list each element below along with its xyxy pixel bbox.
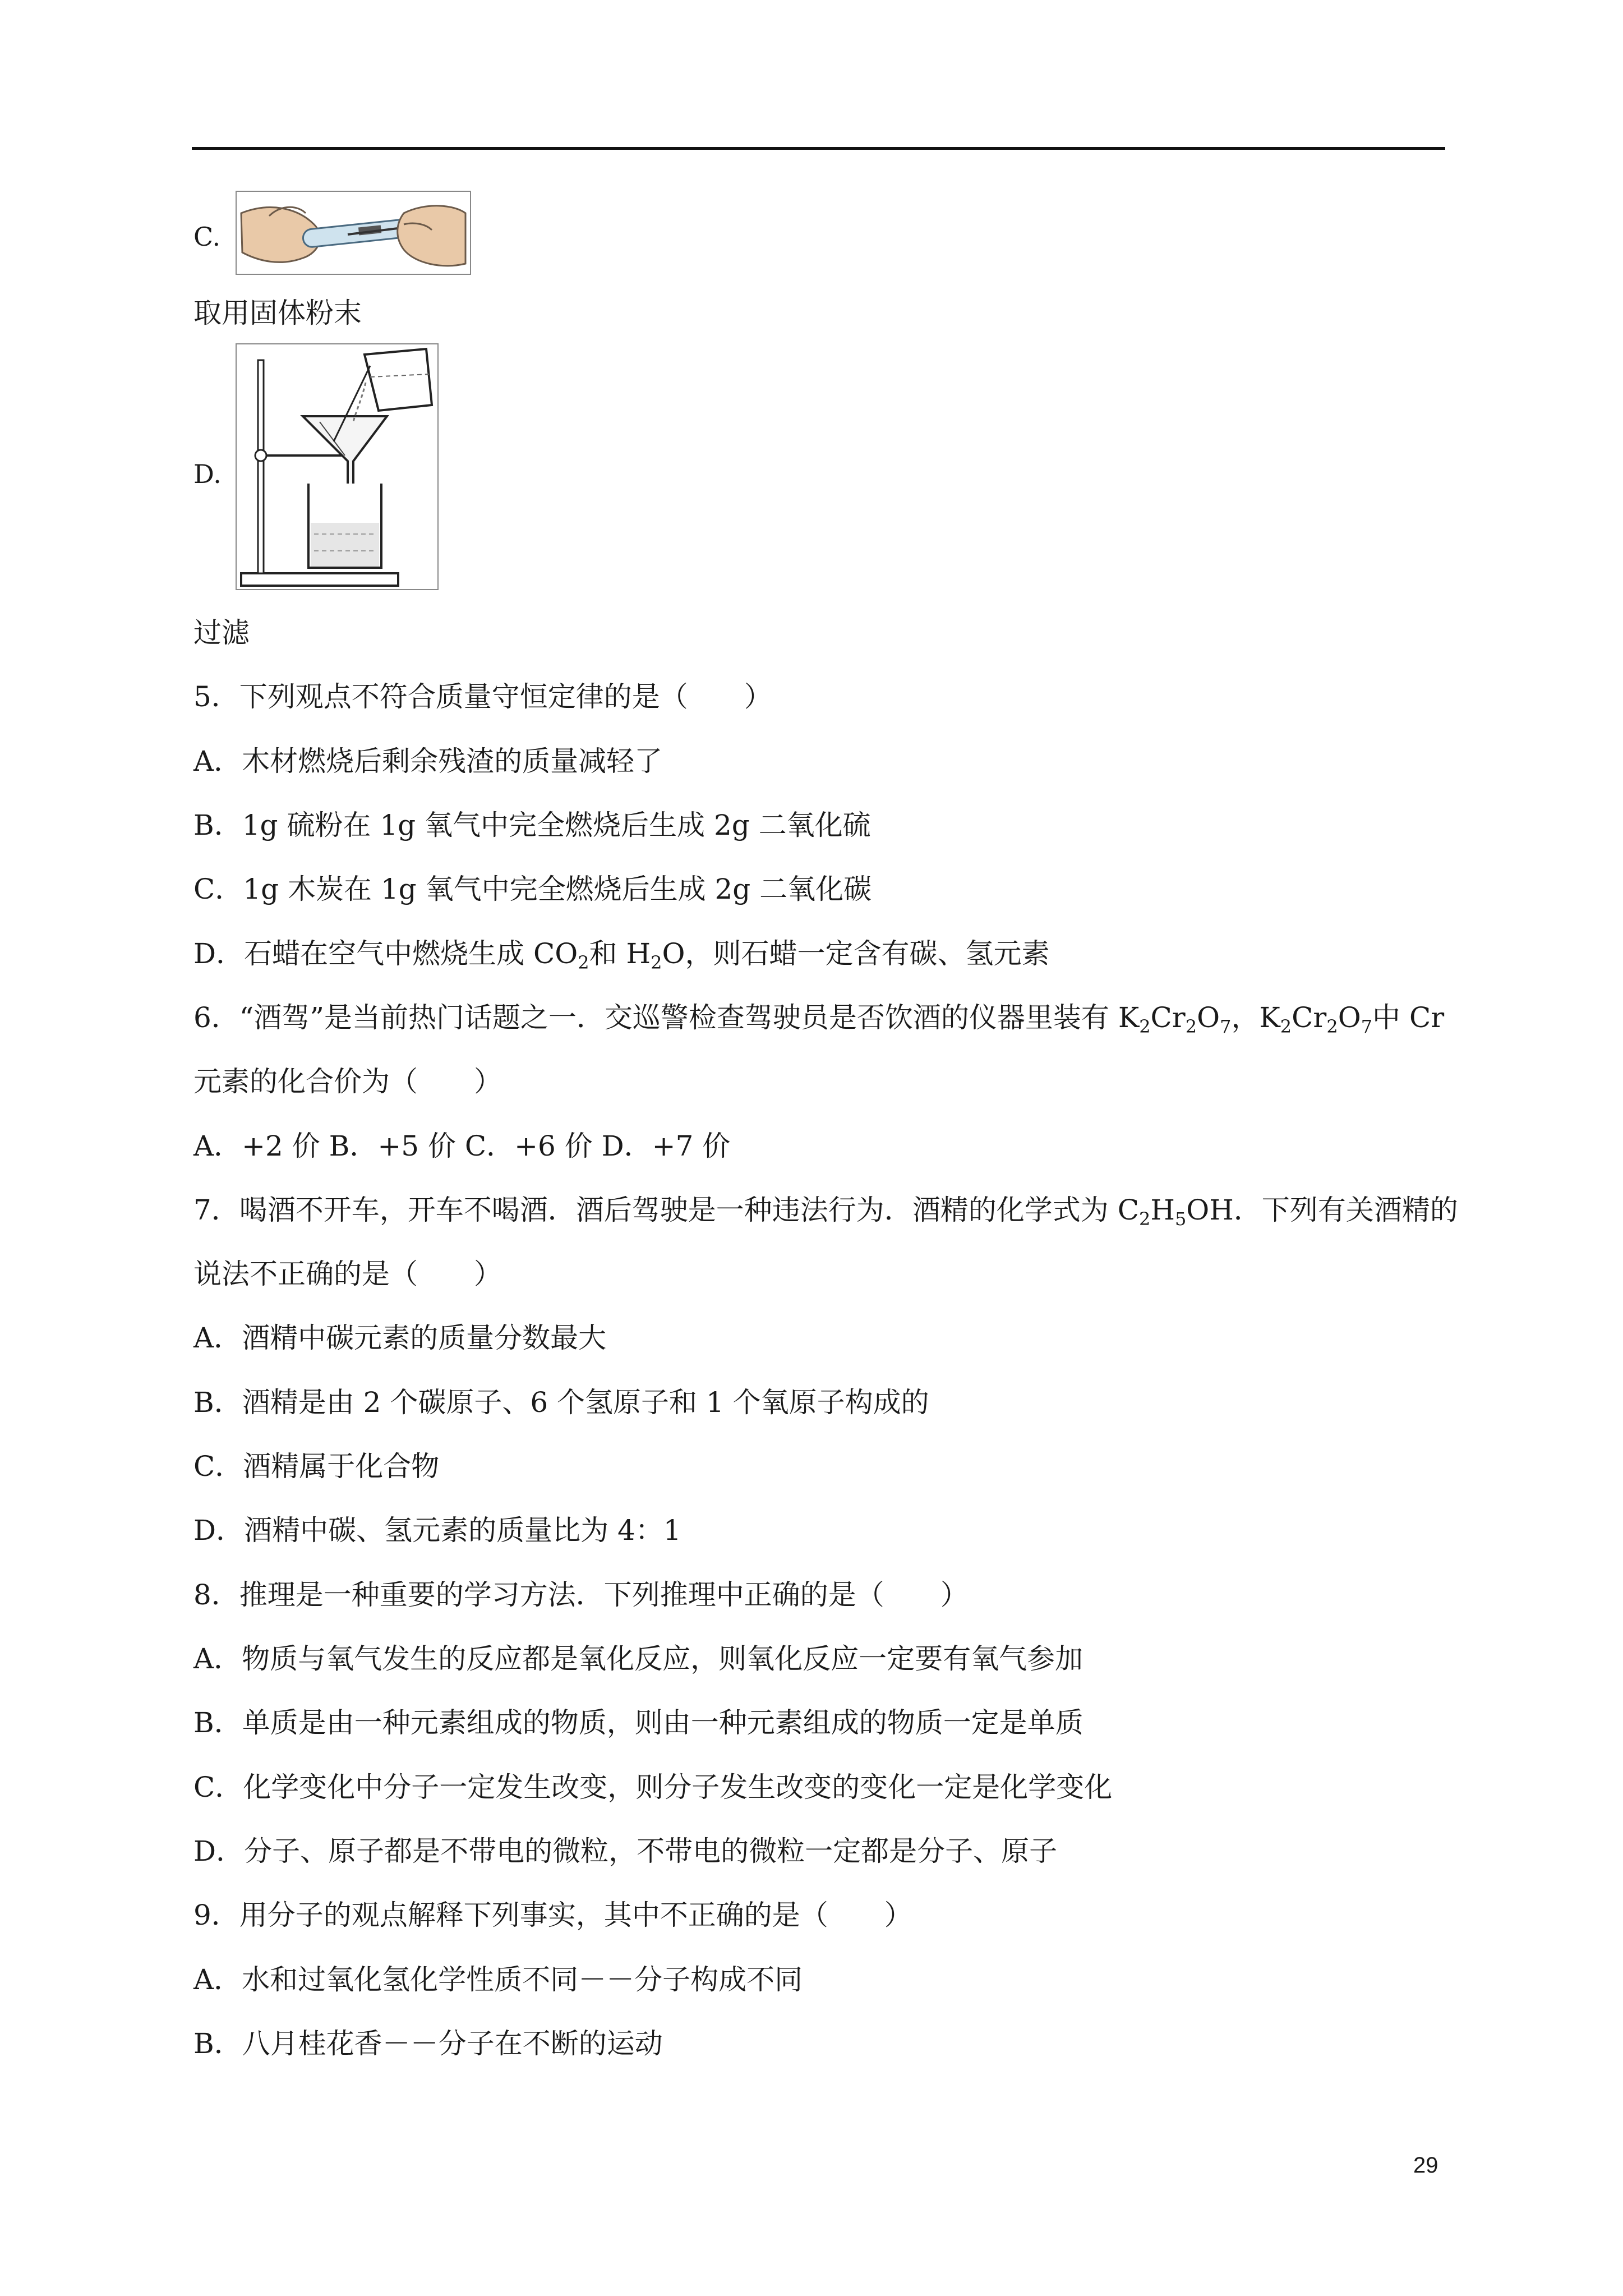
q8-option-d: D．分子、原子都是不带电的微粒，不带电的微粒一定都是分子、原子 <box>193 1835 1058 1867</box>
option-d-label: D. <box>193 459 222 489</box>
q7-option-d: D．酒精中碳、氢元素的质量比为 4：1 <box>193 1514 681 1547</box>
q9-stem: 9．用分子的观点解释下列事实，其中不正确的是（ ） <box>193 1899 912 1931</box>
q5-option-a: A．木材燃烧后剩余残渣的质量减轻了 <box>193 745 663 777</box>
q6-options: A．+2 价 B．+5 价 C．+6 价 D．+7 价 <box>193 1130 731 1162</box>
q8-stem: 8．推理是一种重要的学习方法．下列推理中正确的是（ ） <box>193 1579 969 1611</box>
q6-stem-line1: 6．“酒驾”是当前热门话题之一．交巡警检查驾驶员是否饮酒的仪器里装有 $K_2Cr_2O_7$，$K_2Cr_2O_7$中 Cr <box>193 1001 1445 1037</box>
q8-option-c: C．化学变化中分子一定发生改变，则分子发生改变的变化一定是化学变化 <box>193 1771 1113 1803</box>
option-d-caption: 过滤 <box>193 616 250 649</box>
q7-option-c: C．酒精属于化合物 <box>193 1450 440 1483</box>
q7-stem-line1: 7．喝酒不开车，开车不喝酒．酒后驾驶是一种违法行为．酒精的化学式为 $C_2H_5OH$．下列有关酒精的 <box>193 1194 1458 1230</box>
header-rule <box>192 147 1445 150</box>
q8-option-a: A．物质与氧气发生的反应都是氧化反应，则氧化反应一定要有氧气参加 <box>193 1642 1083 1675</box>
q9-option-b: B．八月桂花香－－分子在不断的运动 <box>193 2027 663 2060</box>
option-c-caption: 取用固体粉末 <box>193 297 362 329</box>
q8-option-b: B．单质是由一种元素组成的物质，则由一种元素组成的物质一定是单质 <box>193 1706 1083 1739</box>
q5-stem: 5．下列观点不符合质量守恒定律的是（ ） <box>193 680 772 713</box>
q5-option-d: D．石蜡在空气中燃烧生成 $CO_2$和 $H_2O$，则石蜡一定含有碳、氢元素 <box>193 937 1050 973</box>
q7-option-b: B．酒精是由 2 个碳原子、6 个氢原子和 1 个氧原子构成的 <box>193 1386 929 1419</box>
hands-holding-test-tube-icon <box>236 191 471 275</box>
q7-stem-line2: 说法不正确的是（ ） <box>193 1258 502 1290</box>
q6-stem-line2: 元素的化合价为（ ） <box>193 1065 502 1098</box>
q9-option-a: A．水和过氧化氢化学性质不同－－分子构成不同 <box>193 1963 803 1996</box>
page-number: 29 <box>1413 2153 1438 2178</box>
option-c-label: C. <box>193 222 221 252</box>
q5-option-c: C．1g 木炭在 1g 氧气中完全燃烧后生成 2g 二氧化碳 <box>193 873 872 905</box>
filtration-apparatus-icon <box>236 343 439 590</box>
q5-option-b: B．1g 硫粉在 1g 氧气中完全燃烧后生成 2g 二氧化硫 <box>193 809 871 841</box>
q7-option-a: A．酒精中碳元素的质量分数最大 <box>193 1322 607 1354</box>
